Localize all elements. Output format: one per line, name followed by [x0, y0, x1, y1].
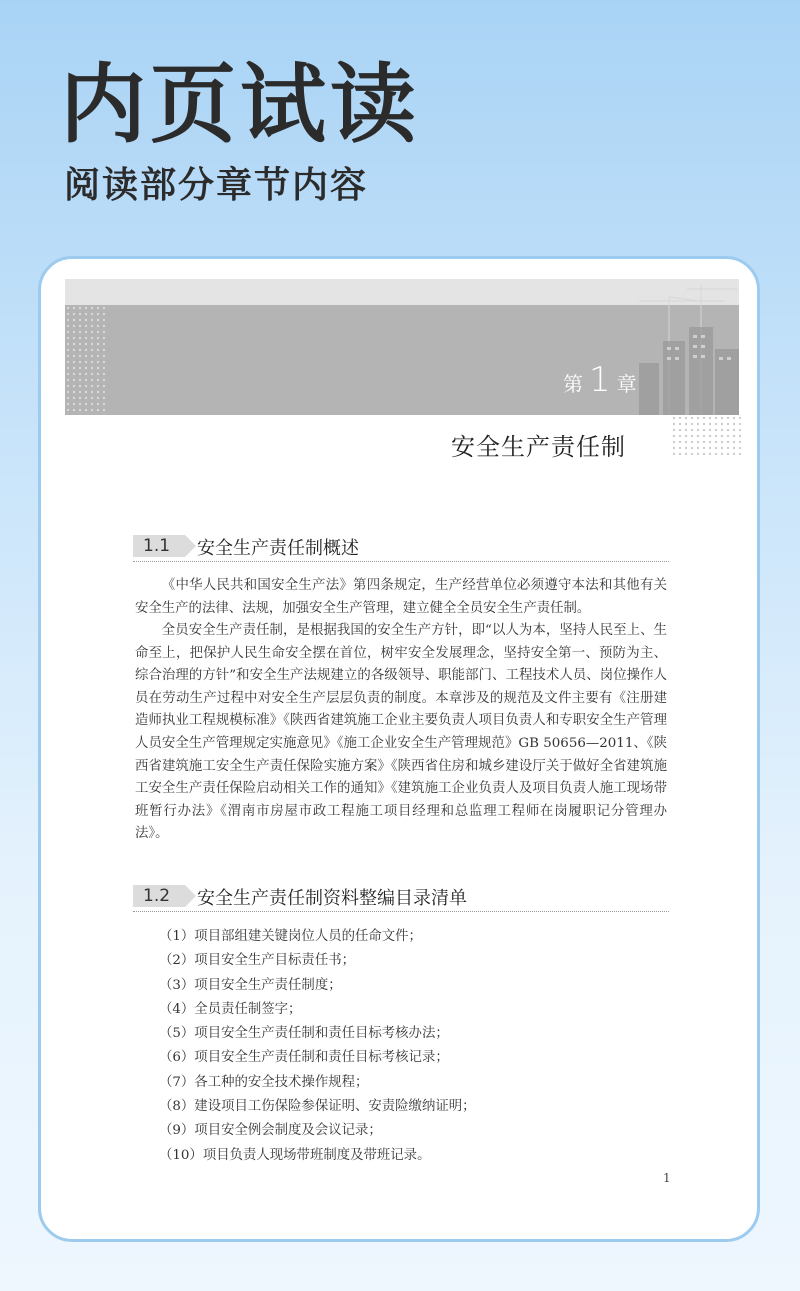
chapter-number: 1 — [589, 360, 611, 400]
chapter-label — [563, 360, 637, 400]
section-heading-1-1 — [133, 535, 669, 562]
list-item: （1）项目部组建关键岗位人员的任命文件； — [159, 929, 422, 944]
list-item: （8）建设项目工伤保险参保证明、安责险缴纳证明； — [159, 1099, 476, 1115]
book-page-card — [38, 256, 760, 1242]
list-item: （4）全员责任制签字； — [159, 1001, 302, 1017]
chapter-header-band — [65, 305, 739, 415]
promo-subtitle: 阅读部分章节内容 — [64, 165, 369, 206]
section-number: 1.1 — [133, 535, 185, 557]
document-checklist — [159, 925, 476, 1168]
list-item: （10）项目负责人现场带班制度及带班记录。 — [159, 1147, 431, 1163]
promo-title: 内页试读 — [60, 55, 420, 155]
paragraph-2: 全员安全生产责任制，是根据我国的安全生产方针，即“以人为本，坚持人民至上、生命至上，把保护人民生命安全摆在首位，树牢安全发展理念，坚持安全第一、预防为主、综合治理的方针”和安全生产法规建立的各级领导、职能部门、工程技术人员、岗位操作人员在劳动生产过程中对安全生产层层负责的制度。本章涉及的规范及文件主要有《注册建造师执业工程规模标准》《陕西省建筑施工企业主要负责人项目负责人和专职安全生产管理人员安全生产管理规定实施意见》《施工企业安全生产管理规范》GB 50656—2011、《陕西省建筑施工安全生产责任保险实施方案》《陕西省住房和城乡建设厅关于做好全省建筑施工安全生产责任保险启动相关工作的通知》《建筑施工企业负责人及项目负责人施工现场带班暂行办法》《渭南市房屋市政工程施工项目经理和总监理工程师在岗履职记分管理办法》。 — [135, 623, 667, 842]
list-item: （6）项目安全生产责任制和责任目标考核记录； — [159, 1050, 449, 1066]
construction-skyline-illustration — [629, 277, 739, 415]
list-item: （5）项目安全生产责任制和责任目标考核办法； — [159, 1026, 449, 1042]
section-heading-1-2 — [133, 885, 669, 912]
list-item: （9）项目安全例会制度及会议记录； — [159, 1123, 382, 1139]
halftone-pattern-right — [671, 415, 741, 455]
page-number: 1 — [663, 1171, 671, 1185]
section-title: 安全生产责任制资料整编目录清单 — [197, 888, 467, 909]
halftone-pattern-left — [65, 305, 105, 415]
section-title: 安全生产责任制概述 — [197, 538, 359, 559]
list-item: （3）项目安全生产责任制度； — [159, 977, 342, 993]
list-item: （7）各工种的安全技术操作规程； — [159, 1074, 369, 1090]
list-item: （2）项目安全生产目标责任书； — [159, 953, 355, 969]
section-number: 1.2 — [133, 885, 185, 907]
chapter-suffix: 章 — [616, 372, 637, 396]
paragraph-1: 《中华人民共和国安全生产法》第四条规定，生产经营单位必须遵守本法和其他有关安全生产的法律、法规，加强安全生产管理，建立健全全员安全生产责任制。 — [135, 578, 667, 616]
chapter-prefix: 第 — [563, 372, 583, 396]
chapter-title: 安全生产责任制 — [451, 433, 626, 461]
